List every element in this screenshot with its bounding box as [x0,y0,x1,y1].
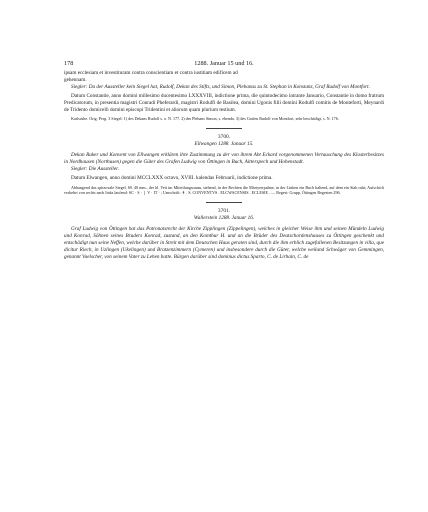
document-place-date: Wallerstein 1288. Januar 16. [193,214,255,221]
section-divider [206,128,242,129]
page-number: 178 [64,60,74,67]
body-line: gehennam. [64,77,87,83]
body-line: ipsam ecclesiam et investituram contra conscientiam et contra iustitiam edificem ad [64,70,238,76]
archival-note: Karlsruhe. Orig. Perg. 3 Siegel: 1) des Dekans Rudolf s. o. N. 177. 2) des Plebans Simon, s. ebenda. 3) des Grafen Rudolf von Montfort, sehr beschädigt, s. N. 176. [71,116,339,121]
document-number: 3700. [217,133,231,140]
datum-paragraph: Datum Elwangen, anno domini MCCLXXX octavo, XVIII. kalendas Februarii, indictione prima. [71,174,273,181]
witnesses-note: Siegler: Da der Aussteller kein Siegel hat, Rudolf, Dekan des Stifts, und Simon, Plebanus zu St. Stephan in Konstanz, Graf Rudolf von Montfort. [71,84,370,90]
datum-paragraph: Datum Constantie, anno domini millesimo ducentesimo LXXXVIII, indictione prima, die quintodecimo intrante Januario, Constantie in domo fratrum Predicatorum, in presentia magistri Conradi Pheferardi, magistri Rodulfi de Basilea, domini Ugonis filii domini Rodulfi comitis de Monteforti, Meynardi de Tridento domicelli domini episcopi Tridentini et aliorum quam plurium testium. [64,93,384,113]
document-3700 [64,134,384,196]
running-head [64,58,384,70]
document-summary: Dekan Ruker und Konvent von Ellwangen erklären ihre Zustimmung zu der von ihrem Abt Eckard vorgenommenen Vertauschung des Klosterbesitzes in Nordhausen (Northusen) gegen die Güter des Grafen Ludwig von Öttingen in Buch, Aitterspech und Hohenstadt. [64,151,384,165]
document-summary: Graf Ludwig von Öttingen hat das Patronatsrecht der Kirche Zipplingen (Zippelingen), welches in gleicher Weise ihm und seinen Mündeln Ludwig und Konrad, Söhnen seines Bruders Konrad, zustand, an den Komthur H. und an die Brüder des Deutschordenshauses zu Öttingen geschenkt und entschädigt nun seine Neffen, welche darüber in Streit mit dem Deutschen Haus geraten sind, durch die ihm erblich zugefallenen Besitzungen in villa, que dicitur Riech, in Uzlingen (Ukelingen) und Bratzenzimmern (Cymeren) und insbesondere durch die Güter, welche weiland Schwäger von Gemmingen, genannt Vaelscher, von seinem Vater zu Lehen hatte. Bürgen darüber sind dominus dictus Sparto, C. de Lirhain, C. de [64,225,384,260]
document-number: 3701. [217,207,231,214]
archival-note: Abhangend das spitzovale Siegel, 69. 40 mm., der hl. Veit im Mitteilungsraum, stehend, in der Rechten die Märtyrerpalme, in der Linken ein Buch haltend, auf dem ein Stab ruht; Aufschrift verkehrt von rechts nach links laufend: SC · S · ❘ V · IT · ; Umschrift: ✝ . S. CONVENTVS . ELCWACENSIS . ECLESIE . — Regest: Grupp, Öttingen Regesten 296. [64,184,384,196]
sealer-note: Siegler: Die Aussteller. [71,165,119,172]
document-3701 [64,208,384,261]
section-divider [206,202,242,203]
page-header-title: 1288. Januar 15 und 16. [194,60,254,67]
previous-document-continuation [64,70,384,122]
document-place-date: Ellwangen 1288. Januar 15. [194,140,254,147]
